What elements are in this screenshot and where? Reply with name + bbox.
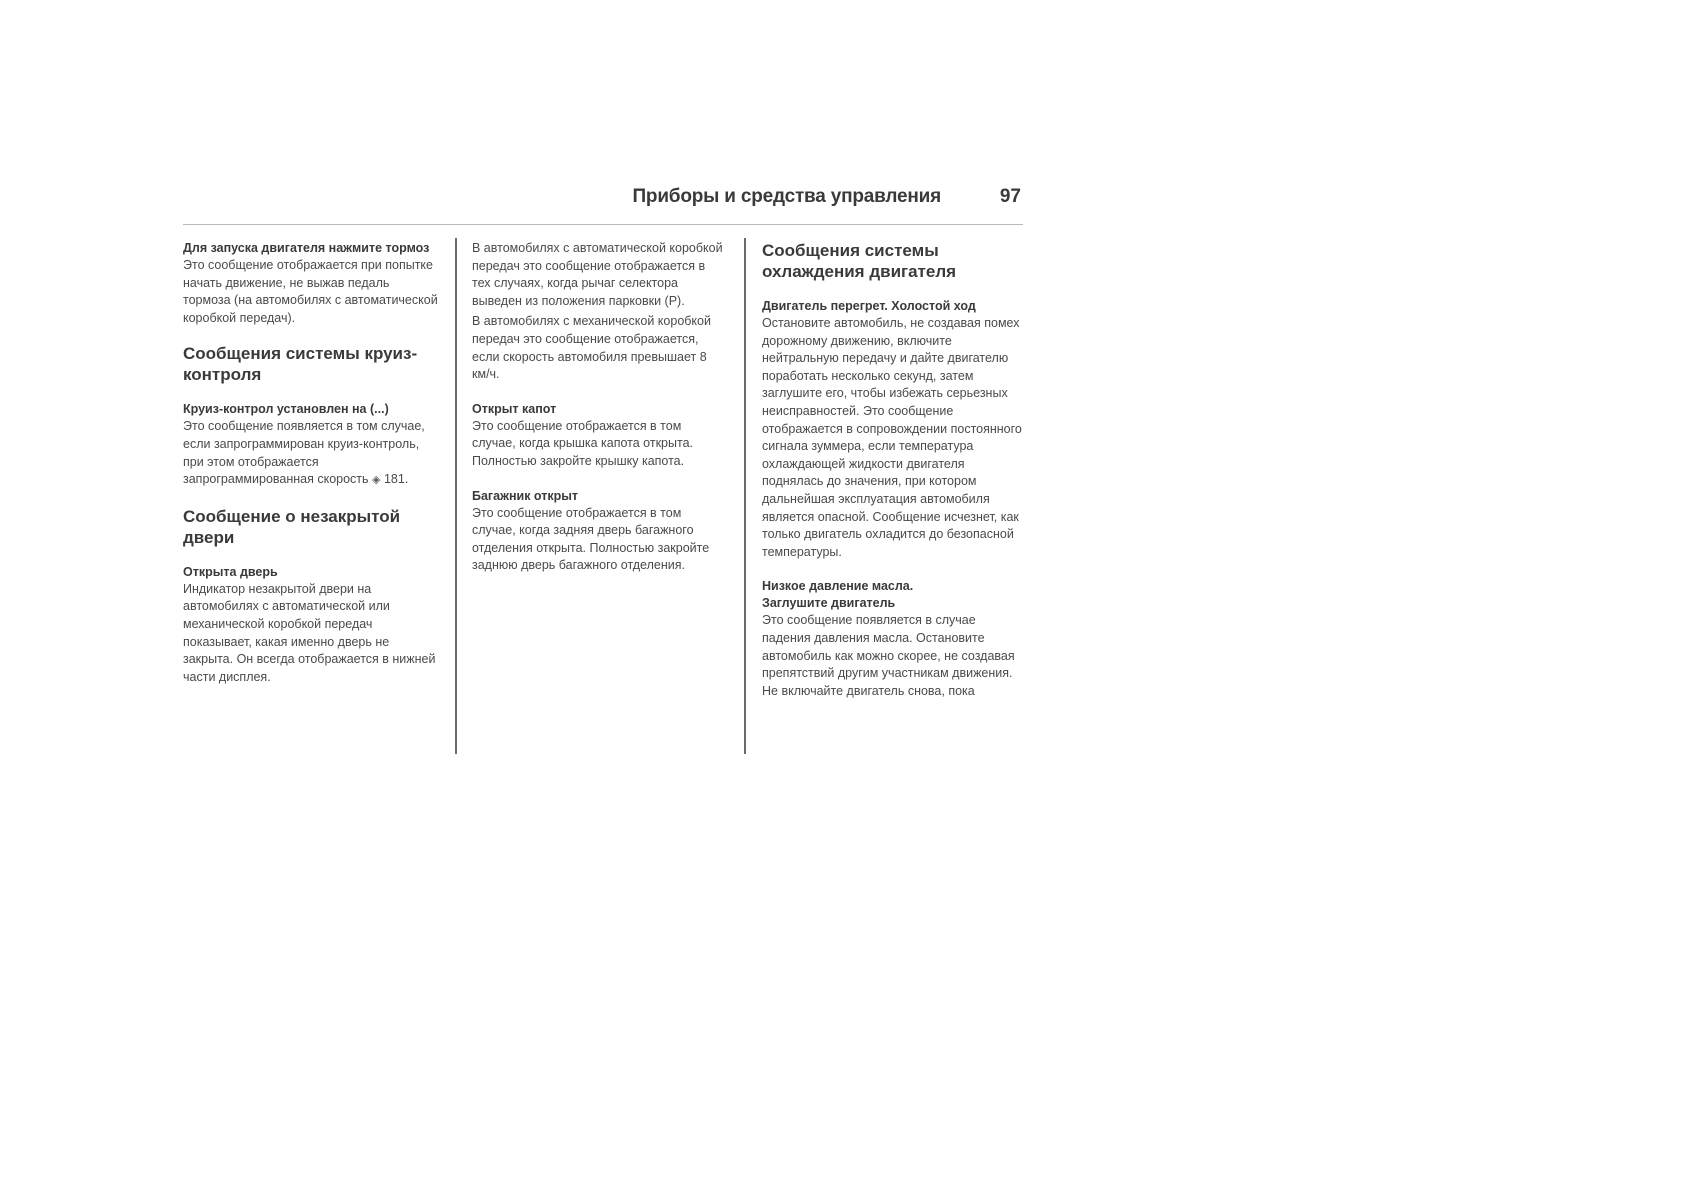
overheat-message-heading: Двигатель перегрет. Холостой ход xyxy=(762,299,976,313)
hood-message-text: Это сообщение отображается в том случае, когда крышка капота открыта. Полностью закройте крышку капота. xyxy=(472,418,694,468)
page-number: 97 xyxy=(999,186,1021,207)
brake-message-heading: Для запуска двигателя нажмите тормоз xyxy=(183,241,430,255)
brake-message-text: Это сообщение отображается при попытке начать движение, не выжав педаль тормоза (на автомобилях с автоматической коробкой передач). xyxy=(183,258,438,325)
oil-message-heading xyxy=(762,578,1024,612)
manual-transmission-text: В автомобилях с механической коробкой передач это сообщение отображается, если скорость автомобиля превышает 8 км/ч. xyxy=(472,314,711,382)
column-1 xyxy=(183,240,438,689)
door-message-text: Индикатор незакрытой двери на автомобилях с автоматической или механической коробкой передач показывает, какая именно дверь не закрыта. Он всегда отображается в нижней части дисплея. xyxy=(183,581,436,684)
auto-transmission-text: В автомобилях с автоматической коробкой передач это сообщение отображается в тех случаях, когда рычаг селектора выведен из положения парковки (P). xyxy=(472,241,723,308)
column-divider xyxy=(455,238,457,754)
cruise-page-ref: 181. xyxy=(383,472,409,487)
hood-message-heading: Открыт капот xyxy=(472,401,557,416)
cruise-message-paragraph xyxy=(183,418,438,489)
oil-heading-line2: Заглушите двигатель xyxy=(762,596,896,611)
door-section-title: Сообщение о незакрытой двери xyxy=(183,506,401,547)
cooling-section-title: Сообщения системы охлаждения двигателя xyxy=(762,241,957,281)
cruise-section-title: Сообщения системы круиз-контроля xyxy=(183,344,418,385)
page-header xyxy=(183,180,1023,225)
trunk-message-heading: Багажник открыт xyxy=(472,488,579,503)
oil-heading-line1: Низкое давление масла. xyxy=(762,579,914,594)
page-title: Приборы и средства управления xyxy=(632,186,941,207)
trunk-message-text: Это сообщение отображается в том случае, когда задняя дверь багажного отделения открыта. Полностью закройте заднюю дверь багажного отделения. xyxy=(472,505,710,573)
column-3 xyxy=(762,240,1024,703)
page-reference-icon: ◈ xyxy=(372,474,381,487)
column-divider xyxy=(744,238,746,754)
cruise-message-text: Это сообщение появляется в том случае, если запрограммирован круиз-контроль, при этом отображается запрограммированная скорость xyxy=(183,419,425,487)
column-2 xyxy=(472,240,727,578)
overheat-message-text: Остановите автомобиль, не создавая помех дорожному движению, включите нейтральную передачу и дайте двигателю поработать несколько секунд, затем заглушите его, чтобы избежать серьезных неисправностей. Это сообщение отображается в сопровождении постоянного сигнала зуммера, если температура охлаждающей жидкости двигателя поднялась до значения, при котором дальнейшая эксплуатация автомобиля является опасной. Сообщение исчезнет, как только двигатель охладится до безопасной температуры. xyxy=(762,316,1022,559)
cruise-message-heading: Круиз-контрол установлен на (...) xyxy=(183,402,389,417)
oil-message-text: Это сообщение появляется в случае падения давления масла. Остановите автомобиль как можно скорее, не создавая препятствий другим участникам движения. Не включайте двигатель снова, пока xyxy=(762,613,1015,698)
door-message-heading: Открыта дверь xyxy=(183,564,278,579)
